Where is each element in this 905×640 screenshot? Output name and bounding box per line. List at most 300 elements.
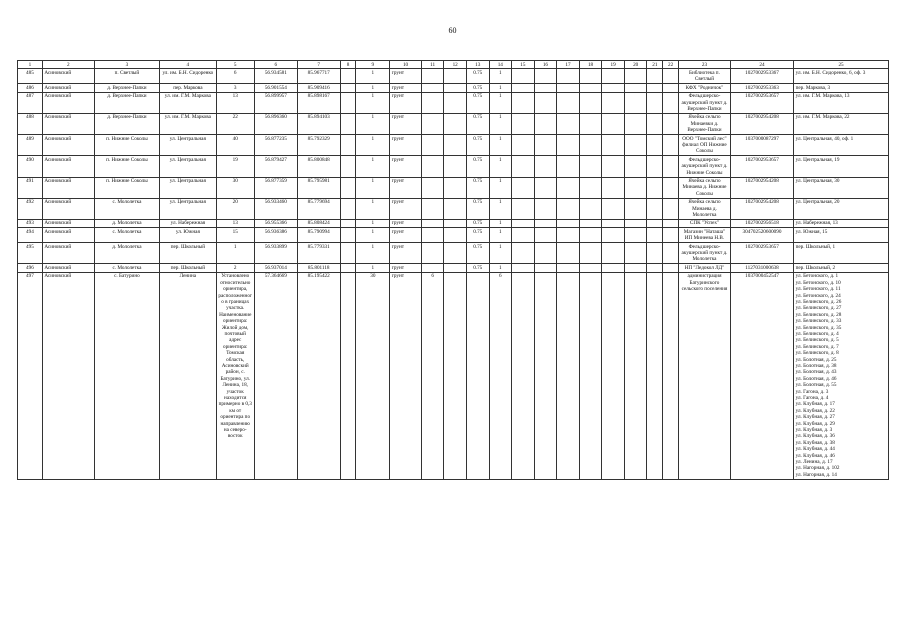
table-cell: пер. Маркова [160, 84, 216, 92]
table-row [18, 177, 889, 198]
table-cell [444, 84, 467, 92]
table-row [18, 69, 889, 84]
table-cell [647, 198, 663, 219]
address-item: ул. Клубная, д. 22 [795, 407, 835, 414]
table-cell [534, 198, 557, 219]
table-cell: ул. им. Г.М. Маркова, 13 [794, 92, 889, 113]
table-cell [624, 156, 647, 177]
table-cell [663, 177, 679, 198]
table-cell [602, 228, 625, 243]
table-cell: 1 [356, 113, 390, 134]
table-cell [579, 92, 602, 113]
table-cell [663, 69, 679, 84]
table-cell: 1027002954208 [730, 198, 793, 219]
table-cell [444, 219, 467, 227]
column-number-row [18, 61, 889, 69]
table-cell [647, 135, 663, 156]
table-cell: грунт [390, 264, 422, 272]
table-cell: 15 [216, 228, 254, 243]
table-cell [340, 228, 356, 243]
table-cell [557, 198, 580, 219]
table-cell: грунт [390, 177, 422, 198]
address-item: ул. Бетонского, д. 1 [795, 273, 839, 280]
address-item: ул. Белинского, д. 7 [795, 343, 839, 350]
table-cell: 495 [18, 243, 43, 264]
registry-table [17, 60, 889, 480]
table-cell [340, 69, 356, 84]
column-number: 9 [356, 61, 390, 69]
table-cell: 0.75 [466, 198, 489, 219]
table-cell: 56.879427 [254, 156, 297, 177]
table-cell: 1 [489, 69, 512, 84]
table-cell [624, 272, 647, 479]
table-cell: Ячейка сельпо Минаева д. Нижние Соколы [679, 177, 731, 198]
table-cell: 56.896360 [254, 113, 297, 134]
table-cell [444, 156, 467, 177]
table-cell [512, 228, 535, 243]
table-cell [421, 243, 444, 264]
table-cell [421, 156, 444, 177]
table-cell: Ячейка сельпо Минаева д. Мололетка [679, 198, 731, 219]
table-cell: 1027002954208 [730, 113, 793, 134]
table-cell [512, 69, 535, 84]
column-number: 17 [557, 61, 580, 69]
table-cell [579, 156, 602, 177]
table-cell [534, 92, 557, 113]
table-cell [624, 243, 647, 264]
table-cell [647, 113, 663, 134]
table-cell [602, 264, 625, 272]
table-cell: 1 [356, 264, 390, 272]
table-cell: 85.801118 [297, 264, 340, 272]
table-cell [534, 84, 557, 92]
table-cell: пер. Школьный [160, 264, 216, 272]
table-cell: 494 [18, 228, 43, 243]
address-item: ул. Болотная, д. 46 [795, 375, 837, 382]
table-cell [534, 219, 557, 227]
table-cell: с. Мололетка [94, 198, 159, 219]
table-cell: 40 [216, 135, 254, 156]
address-item: ул. Белинского, д. 8 [795, 350, 839, 357]
table-cell [534, 177, 557, 198]
table-cell [624, 135, 647, 156]
table-cell: Асиновский [42, 69, 94, 84]
table-cell [444, 69, 467, 84]
table-cell [557, 84, 580, 92]
table-cell: КФХ "Родничок" [679, 84, 731, 92]
column-number: 3 [94, 61, 159, 69]
table-cell [579, 177, 602, 198]
table-cell [602, 84, 625, 92]
table-cell: 6 [489, 272, 512, 479]
table-cell: 1027002953367 [730, 69, 793, 84]
table-cell [421, 69, 444, 84]
table-cell [624, 69, 647, 84]
table-cell [534, 264, 557, 272]
table-row [18, 264, 889, 272]
table-cell [602, 198, 625, 219]
column-number: 11 [421, 61, 444, 69]
table-cell: ул. Центральная, 30 [794, 177, 889, 198]
table-cell: 496 [18, 264, 43, 272]
table-cell [444, 113, 467, 134]
table-cell [602, 243, 625, 264]
table-cell: ул. Центральная [160, 198, 216, 219]
table-cell [557, 113, 580, 134]
table-row [18, 92, 889, 113]
table-row [18, 198, 889, 219]
table-cell [579, 84, 602, 92]
column-number: 24 [730, 61, 793, 69]
table-cell: ул. им. Г.М. Маркова, 22 [794, 113, 889, 134]
address-item: ул. Белинского, д. 35 [795, 324, 842, 331]
table-cell: грунт [390, 243, 422, 264]
table-cell: 56.933899 [254, 243, 297, 264]
table-cell: 1 [356, 198, 390, 219]
table-cell [421, 113, 444, 134]
table-cell: грунт [390, 92, 422, 113]
table-cell: с. Мололетка [94, 264, 159, 272]
address-item: ул. Клубная, д. 3 [795, 427, 833, 434]
table-cell: 19 [216, 156, 254, 177]
table-cell [421, 219, 444, 227]
table-row [18, 272, 889, 479]
table-cell: ул. Южная [160, 228, 216, 243]
table-cell [340, 219, 356, 227]
table-cell: ООО "Томский лес" филиал ОП Нижние Соколы [679, 135, 731, 156]
address-list [794, 272, 889, 479]
table-cell: Установлено относительно ориентира, расположенного в границах участка. Наименование ориентира: Жилой дом, почтовый адрес ориентира: Томская область, Асиновский район, с. Батурино, ул. Ленина, 18, участок находится примерно в 0,3 км от ориентира по направлению на северо-восток [216, 272, 254, 479]
table-cell [340, 177, 356, 198]
table-cell [663, 198, 679, 219]
table-cell: 489 [18, 135, 43, 156]
table-cell: 304702520600090 [730, 228, 793, 243]
table-cell: Асиновский [42, 272, 94, 479]
table-cell [340, 272, 356, 479]
table-cell [647, 243, 663, 264]
table-cell: 3 [216, 84, 254, 92]
table-cell [534, 228, 557, 243]
table-cell: Асиновский [42, 177, 94, 198]
table-cell [557, 243, 580, 264]
column-number: 18 [579, 61, 602, 69]
address-item: ул. Белинского, д. 33 [795, 318, 842, 325]
table-cell: 13 [216, 219, 254, 227]
column-number: 22 [663, 61, 679, 69]
table-cell: 85.792329 [297, 135, 340, 156]
table-cell [512, 84, 535, 92]
address-item: ул. Клубная, д. 29 [795, 420, 835, 427]
table-cell: 1 [489, 219, 512, 227]
table-cell [579, 219, 602, 227]
table-cell: 56.936386 [254, 228, 297, 243]
table-cell [512, 243, 535, 264]
table-cell: Фельдшерско-акушерский пункт д. Верхнее-Папки [679, 92, 731, 113]
table-cell [647, 156, 663, 177]
table-cell: 1037000087297 [730, 135, 793, 156]
address-item: ул. Белинского, д. 5 [795, 337, 839, 344]
table-cell [512, 135, 535, 156]
table-cell: 1027002953363 [730, 84, 793, 92]
table-cell: 56.937014 [254, 264, 297, 272]
address-item: ул. Клубная, д. 27 [795, 414, 835, 421]
table-cell [602, 219, 625, 227]
address-item: ул. Клубная, д. 38 [795, 439, 835, 446]
column-number: 2 [42, 61, 94, 69]
table-cell [602, 272, 625, 479]
table-cell [444, 243, 467, 264]
table-cell: грунт [390, 84, 422, 92]
table-cell: 1 [356, 156, 390, 177]
table-cell: 22 [216, 113, 254, 134]
table-cell: Ячейка сельпо Минаевки д. Верхнее-Папки [679, 113, 731, 134]
table-cell: 1 [489, 228, 512, 243]
table-cell [444, 198, 467, 219]
table-cell: 1 [489, 156, 512, 177]
table-cell: 13 [216, 92, 254, 113]
table-cell: ул. Центральная, 40, оф. 1 [794, 135, 889, 156]
table-cell: ул. Центральная [160, 156, 216, 177]
table-cell: 490 [18, 156, 43, 177]
table-cell [602, 69, 625, 84]
column-number: 6 [254, 61, 297, 69]
table-cell [444, 272, 467, 479]
table-cell: д. Верхнее-Папки [94, 113, 159, 134]
table-row [18, 135, 889, 156]
table-cell [340, 113, 356, 134]
table-cell: 0.75 [466, 264, 489, 272]
column-number: 23 [679, 61, 731, 69]
table-cell: Асиновский [42, 113, 94, 134]
table-cell [647, 228, 663, 243]
address-item: ул. Болотная, д. 43 [795, 369, 837, 376]
table-cell: 1 [356, 219, 390, 227]
table-cell: 487 [18, 92, 43, 113]
table-cell [624, 198, 647, 219]
table-cell [602, 113, 625, 134]
table-cell: грунт [390, 156, 422, 177]
table-row [18, 219, 889, 227]
column-number: 13 [466, 61, 489, 69]
table-cell: 1 [356, 92, 390, 113]
table-cell [579, 69, 602, 84]
address-item: ул. Клубная, д. 46 [795, 452, 835, 459]
table-cell [557, 272, 580, 479]
address-item: ул. Нагорная, д. 102 [795, 465, 840, 472]
table-cell: 56.877235 [254, 135, 297, 156]
table-cell: 56.877359 [254, 177, 297, 198]
table-cell: 497 [18, 272, 43, 479]
table-cell [421, 177, 444, 198]
table-cell: 1027002956518 [730, 219, 793, 227]
table-cell [647, 92, 663, 113]
table-cell [512, 272, 535, 479]
column-number: 20 [624, 61, 647, 69]
table-cell [466, 272, 489, 479]
table-cell [512, 264, 535, 272]
table-cell: ул. Центральная [160, 177, 216, 198]
address-item: ул. Белинского, д. 26 [795, 298, 842, 305]
table-cell [602, 177, 625, 198]
table-cell: Асиновский [42, 219, 94, 227]
table-cell [534, 69, 557, 84]
table-cell: 0.75 [466, 219, 489, 227]
table-cell: 0.75 [466, 135, 489, 156]
table-cell: 1 [356, 135, 390, 156]
table-cell: Фельдшерско-акушерский пункт д. Нижние Соколы [679, 156, 731, 177]
table-cell: 1027002953657 [730, 92, 793, 113]
table-cell: ул. Набережная, 13 [794, 219, 889, 227]
column-number: 19 [602, 61, 625, 69]
table-cell: Асиновский [42, 92, 94, 113]
table-cell [602, 135, 625, 156]
address-item: ул. Нагорная, д. 14 [795, 471, 837, 478]
table-cell: 1 [489, 135, 512, 156]
table-cell: 1 [489, 198, 512, 219]
table-cell [647, 264, 663, 272]
table-cell [624, 177, 647, 198]
table-cell: 0.75 [466, 228, 489, 243]
table-cell: д. Мололетка [94, 243, 159, 264]
table-cell [340, 84, 356, 92]
table-cell: 85.800848 [297, 156, 340, 177]
column-number: 8 [340, 61, 356, 69]
table-cell [647, 219, 663, 227]
table-cell: Асиновский [42, 264, 94, 272]
table-cell: 85.909416 [297, 84, 340, 92]
table-cell: НП "Ледокол ЛД" [679, 264, 731, 272]
address-item: ул. Клубная, д. 36 [795, 433, 835, 440]
column-number: 25 [794, 61, 889, 69]
table-cell [512, 92, 535, 113]
table-cell: администрация Батуринского сельского поселения [679, 272, 731, 479]
table-cell: пер. Школьный, 2 [794, 264, 889, 272]
table-cell: 0.75 [466, 243, 489, 264]
table-cell [340, 156, 356, 177]
table-cell: 56.955366 [254, 219, 297, 227]
column-number: 14 [489, 61, 512, 69]
address-item: ул. Ленина, д. 17 [795, 459, 833, 466]
address-item: ул. Бетонского, д. 24 [795, 292, 841, 299]
table-cell: ул. им. Г.М. Маркова [160, 92, 216, 113]
address-item: ул. Гагона, д. 4 [795, 395, 829, 401]
table-cell [557, 135, 580, 156]
table-cell: Асиновский [42, 198, 94, 219]
table-cell: 1027002953657 [730, 156, 793, 177]
table-cell: 85.779694 [297, 198, 340, 219]
table-cell: 56.934581 [254, 69, 297, 84]
address-item: ул. Клубная, д. 44 [795, 446, 835, 453]
table-cell: д. Мололетка [94, 219, 159, 227]
table-cell: 30 [216, 177, 254, 198]
table-cell: 85.195422 [297, 272, 340, 479]
table-cell: 0.75 [466, 92, 489, 113]
table-cell: 2 [216, 264, 254, 272]
table-cell: 492 [18, 198, 43, 219]
table-cell [421, 92, 444, 113]
table-cell [663, 264, 679, 272]
table-cell [579, 228, 602, 243]
table-cell [663, 113, 679, 134]
table-cell [340, 135, 356, 156]
table-cell: 0.75 [466, 177, 489, 198]
table-cell [557, 69, 580, 84]
table-cell: ул. им. Б.Н. Сидоренко [160, 69, 216, 84]
table-cell [557, 219, 580, 227]
table-cell: д. Верхнее-Папки [94, 84, 159, 92]
page-number: 60 [448, 26, 457, 35]
address-item: ул. Бетонского, д. 11 [795, 286, 841, 293]
table-cell [444, 92, 467, 113]
table-cell: ул. им. Г.М. Маркова [160, 113, 216, 134]
table-cell [421, 264, 444, 272]
table-cell: 1 [489, 113, 512, 134]
table-cell [579, 135, 602, 156]
table-cell: 1127031000638 [730, 264, 793, 272]
table-cell: с. Батурино [94, 272, 159, 479]
table-cell: 0.75 [466, 156, 489, 177]
table-cell [444, 177, 467, 198]
table-cell: 1 [489, 177, 512, 198]
table-cell: грунт [390, 272, 422, 479]
column-number: 4 [160, 61, 216, 69]
table-cell [340, 198, 356, 219]
table-cell [557, 156, 580, 177]
table-cell [534, 156, 557, 177]
table-cell [602, 156, 625, 177]
address-item: ул. Гагона, д. 3 [795, 388, 829, 395]
column-number: 5 [216, 61, 254, 69]
table-cell [444, 135, 467, 156]
table-cell [579, 272, 602, 479]
column-number: 12 [444, 61, 467, 69]
table-cell [534, 135, 557, 156]
table-cell: Асиновский [42, 228, 94, 243]
table-cell: грунт [390, 219, 422, 227]
table-cell [624, 219, 647, 227]
table-cell: 6 [421, 272, 444, 479]
table-cell: 1 [216, 243, 254, 264]
table-cell: 0.75 [466, 84, 489, 92]
table-cell: 0.75 [466, 113, 489, 134]
table-cell: 57.364669 [254, 272, 297, 479]
table-cell: 1 [489, 243, 512, 264]
table-cell [557, 177, 580, 198]
table-cell [421, 198, 444, 219]
table-cell [663, 219, 679, 227]
table-cell: 491 [18, 177, 43, 198]
table-cell: пер. Маркова, 3 [794, 84, 889, 92]
table-row [18, 84, 889, 92]
table-cell: 486 [18, 84, 43, 92]
table-cell: 493 [18, 219, 43, 227]
table-cell: Библиотека п. Светлый [679, 69, 731, 84]
table-cell [663, 92, 679, 113]
table-cell: 1027002954208 [730, 177, 793, 198]
table-cell [557, 228, 580, 243]
table-cell: пер. Школьный [160, 243, 216, 264]
table-cell [534, 243, 557, 264]
table-cell [421, 228, 444, 243]
table-cell [512, 177, 535, 198]
table-cell [421, 135, 444, 156]
column-number: 10 [390, 61, 422, 69]
table-cell: п. Нижние Соколы [94, 156, 159, 177]
table-cell: п. Светлый [94, 69, 159, 84]
table-cell: 85.894103 [297, 113, 340, 134]
table-cell [512, 113, 535, 134]
table-cell [647, 69, 663, 84]
